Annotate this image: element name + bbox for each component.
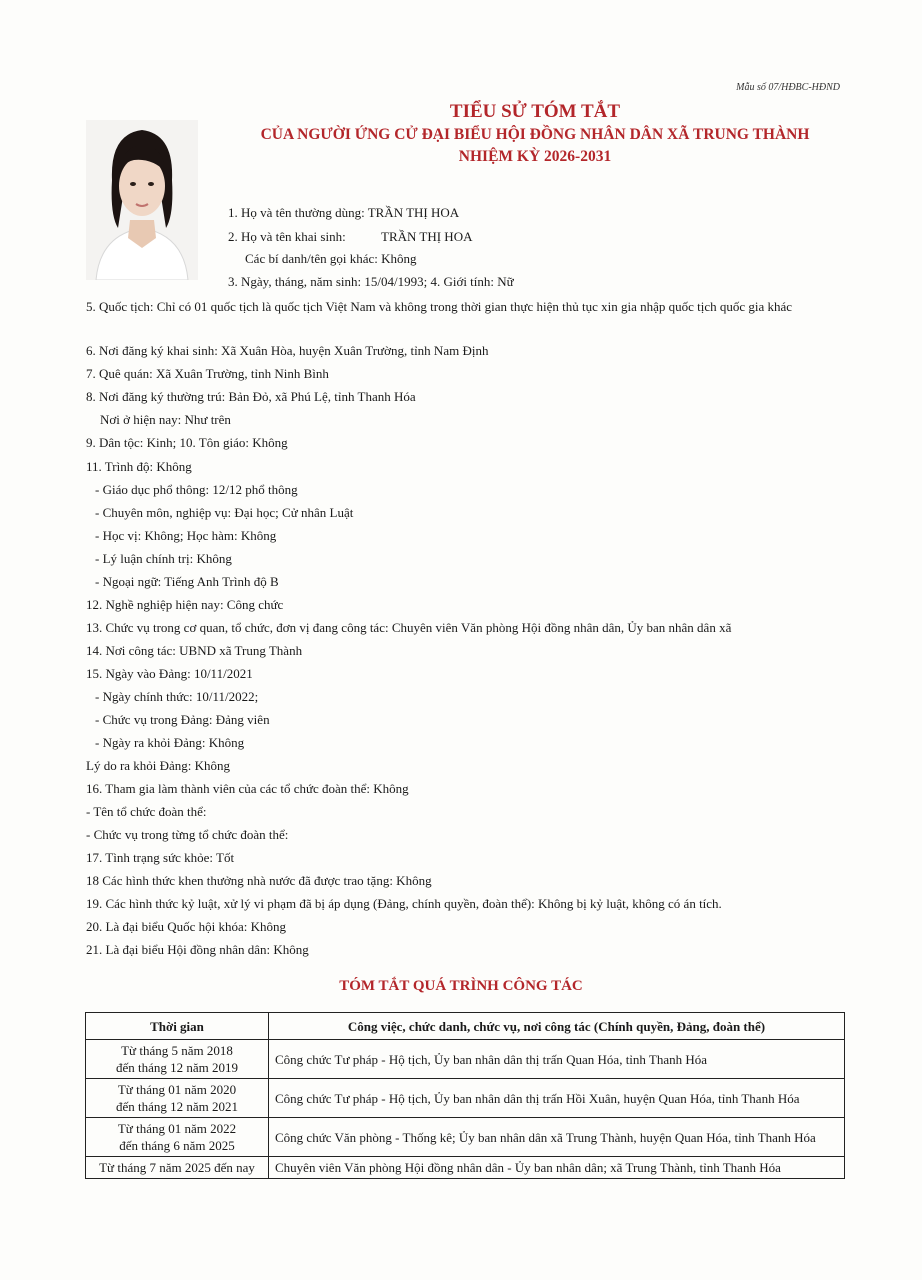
work-history-table [85, 1012, 845, 1179]
field-birth-registration: 6. Nơi đăng ký khai sinh: Xã Xuân Hòa, huyện Xuân Trường, tỉnh Nam Định [86, 343, 489, 358]
field-permanent-residence: 8. Nơi đăng ký thường trú: Bản Đỏ, xã Phú Lệ, tỉnh Thanh Hóa [86, 389, 416, 404]
field-common-name: 1. Họ và tên thường dùng: TRẦN THỊ HOA [228, 205, 460, 220]
description-cell: Chuyên viên Văn phòng Hội đồng nhân dân - Ủy ban nhân dân; xã Trung Thành, tỉnh Thanh Hóa [269, 1157, 845, 1179]
field-awards: 18 Các hình thức khen thưởng nhà nước đã được trao tặng: Không [86, 873, 432, 888]
field-political-theory: - Lý luận chính trị: Không [95, 551, 232, 566]
column-header-description: Công việc, chức danh, chức vụ, nơi công tác (Chính quyền, Đảng, đoàn thể) [269, 1013, 845, 1040]
field-organizations: 16. Tham gia làm thành viên của các tổ chức đoàn thể: Không [86, 781, 409, 796]
column-header-period: Thời gian [86, 1013, 269, 1040]
field-specialty: - Chuyên môn, nghiệp vụ: Đại học; Cử nhân Luật [95, 505, 354, 520]
field-foreign-language: - Ngoại ngữ: Tiếng Anh Trình độ B [95, 574, 279, 589]
table-row [86, 1079, 845, 1118]
field-party-join-date: 15. Ngày vào Đảng: 10/11/2021 [86, 666, 253, 681]
title-sub-1: CỦA NGƯỜI ỨNG CỬ ĐẠI BIỂU HỘI ĐỒNG NHÂN DÂN XÃ TRUNG THÀNH [260, 126, 810, 143]
field-organization-position: - Chức vụ trong từng tổ chức đoàn thể: [86, 827, 289, 842]
field-party-leave-date: - Ngày ra khỏi Đảng: Không [95, 735, 245, 750]
table-row [86, 1157, 845, 1179]
field-hometown: 7. Quê quán: Xã Xuân Trường, tỉnh Ninh Bình [86, 366, 329, 381]
document-title [205, 100, 865, 168]
field-peoples-council: 21. Là đại biểu Hội đồng nhân dân: Không [86, 942, 309, 957]
portrait-photo [86, 120, 198, 280]
field-workplace: 14. Nơi công tác: UBND xã Trung Thành [86, 643, 303, 658]
field-education-level: 11. Trình độ: Không [86, 459, 192, 474]
field-party-official-date: - Ngày chính thức: 10/11/2022; [95, 689, 259, 704]
description-cell: Công chức Văn phòng - Thống kê; Ủy ban nhân dân xã Trung Thành, huyện Quan Hóa, tỉnh Thanh Hóa [269, 1118, 845, 1157]
description-cell: Công chức Tư pháp - Hộ tịch, Ủy ban nhân dân thị trấn Quan Hóa, tỉnh Thanh Hóa [269, 1040, 845, 1079]
period-start: Từ tháng 5 năm 2018 [121, 1043, 233, 1058]
title-sub-2: NHIỆM KỲ 2026-2031 [458, 148, 612, 165]
field-organization-name: - Tên tổ chức đoàn thể: [86, 804, 207, 819]
field-ethnicity-religion: 9. Dân tộc: Kinh; 10. Tôn giáo: Không [86, 435, 288, 450]
field-party-position: - Chức vụ trong Đảng: Đảng viên [95, 712, 270, 727]
period-cell [86, 1157, 269, 1179]
portrait-image [86, 120, 198, 280]
field-current-residence: Nơi ở hiện nay: Như trên [100, 412, 231, 427]
field-aliases: Các bí danh/tên gọi khác: Không [245, 251, 417, 266]
title-main: TIỂU SỬ TÓM TẮT [449, 101, 621, 122]
period-cell [86, 1040, 269, 1079]
field-general-education: - Giáo dục phổ thông: 12/12 phổ thông [95, 482, 298, 497]
field-birth-name-label: 2. Họ và tên khai sinh: [228, 229, 346, 244]
field-nationality: 5. Quốc tịch: Chỉ có 01 quốc tịch là quốc tịch Việt Nam và không trong thời gian thực hiện thủ tục xin gia nhập quốc tịch quốc gia khác [86, 299, 793, 314]
period-end: đến tháng 6 năm 2025 [119, 1138, 235, 1153]
table-header-row [86, 1013, 845, 1040]
field-position: 13. Chức vụ trong cơ quan, tổ chức, đơn vị đang công tác: Chuyên viên Văn phòng Hội đồng nhân dân, Ủy ban nhân dân xã [86, 620, 732, 635]
period-end: đến tháng 12 năm 2019 [115, 1060, 239, 1075]
period-start: Từ tháng 01 năm 2020 [117, 1082, 237, 1097]
period-end: đến tháng 12 năm 2021 [115, 1099, 239, 1114]
field-dob-gender: 3. Ngày, tháng, năm sinh: 15/04/1993; 4. Giới tính: Nữ [228, 274, 514, 289]
field-birth-name-value: TRẦN THỊ HOA [381, 229, 473, 244]
field-occupation: 12. Nghề nghiệp hiện nay: Công chức [86, 597, 284, 612]
form-code: Mẫu số 07/HĐBC-HĐND [736, 82, 840, 93]
field-party-leave-reason: Lý do ra khỏi Đảng: Không [86, 758, 231, 773]
description-cell: Công chức Tư pháp - Hộ tịch, Ủy ban nhân dân thị trấn Hồi Xuân, huyện Quan Hóa, tỉnh Thanh Hóa [269, 1079, 845, 1118]
field-degree: - Học vị: Không; Học hàm: Không [95, 528, 277, 543]
table-row [86, 1118, 845, 1157]
table-row [86, 1040, 845, 1079]
field-health: 17. Tình trạng sức khỏe: Tốt [86, 850, 235, 865]
work-history-title: TÓM TẮT QUÁ TRÌNH CÔNG TÁC [339, 978, 583, 994]
field-discipline: 19. Các hình thức kỷ luật, xử lý vi phạm đã bị áp dụng (Đảng, chính quyền, đoàn thể): Không bị kỷ luật, không có án tích. [86, 896, 722, 911]
period-start: Từ tháng 01 năm 2022 [117, 1121, 237, 1136]
period-cell [86, 1079, 269, 1118]
field-national-assembly: 20. Là đại biểu Quốc hội khóa: Không [86, 919, 287, 934]
period-cell [86, 1118, 269, 1157]
period-start: Từ tháng 7 năm 2025 đến nay [99, 1160, 255, 1175]
